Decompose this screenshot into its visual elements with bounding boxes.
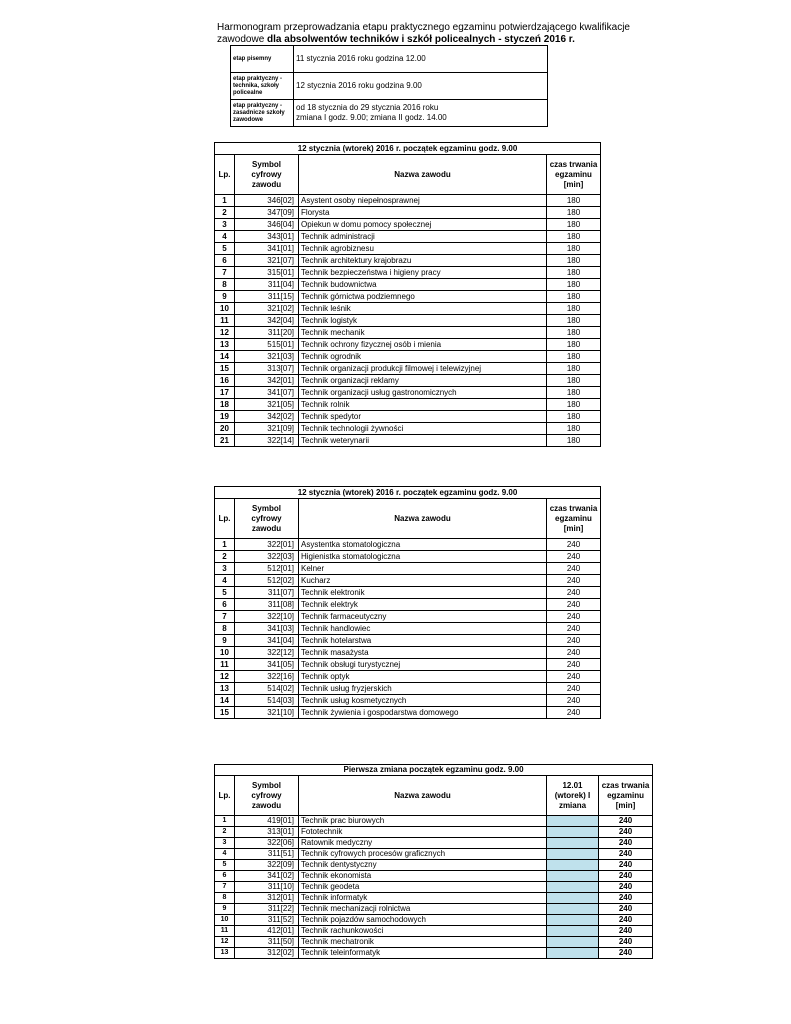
table-row [215,871,653,882]
row-lp: 13 [215,948,235,959]
table-row [215,231,601,243]
row-lp: 2 [215,551,235,563]
row-symbol: 311[08] [235,599,299,611]
row-lp: 3 [215,838,235,849]
row-duration: 240 [547,599,601,611]
row-duration: 180 [547,399,601,411]
row-symbol: 512[02] [235,575,299,587]
row-duration: 240 [599,882,653,893]
row-duration: 240 [599,838,653,849]
row-lp: 4 [215,231,235,243]
row-name: Technik ogrodnik [299,351,547,363]
row-duration: 180 [547,243,601,255]
row-symbol: 311[15] [235,291,299,303]
row-duration: 240 [547,623,601,635]
row-name: Kelner [299,563,547,575]
row-name: Technik ochrony fizycznej osób i mienia [299,339,547,351]
table-row [215,707,601,719]
table-row [215,623,601,635]
row-symbol: 311[50] [235,937,299,948]
row-name: Technik prac biurowych [299,816,547,827]
row-lp: 13 [215,339,235,351]
table-row [215,926,653,937]
row-symbol: 315[01] [235,267,299,279]
row-symbol: 341[05] [235,659,299,671]
table-row [215,849,653,860]
row-lp: 21 [215,435,235,447]
row-duration: 180 [547,375,601,387]
row-date-cell [547,827,599,838]
header-name: Nazwa zawodu [299,499,547,539]
row-name: Technik organizacji produkcji filmowej i telewizyjnej [299,363,547,375]
table3-caption: Pierwsza zmiana początek egzaminu godz. 9.00 [215,765,653,776]
row-lp: 1 [215,195,235,207]
table-row [215,893,653,904]
table-row [215,575,601,587]
row-lp: 9 [215,635,235,647]
row-duration: 180 [547,363,601,375]
row-symbol: 514[02] [235,683,299,695]
table-row [215,339,601,351]
row-symbol: 311[22] [235,904,299,915]
row-duration: 240 [599,871,653,882]
row-duration: 180 [547,351,601,363]
table1-caption: 12 stycznia (wtorek) 2016 r. początek egzaminu godz. 9.00 [215,143,601,155]
row-name: Asystent osoby niepełnosprawnej [299,195,547,207]
table-row [215,948,653,959]
row-duration: 240 [599,816,653,827]
row-duration: 180 [547,291,601,303]
row-symbol: 321[03] [235,351,299,363]
stage-label: etap praktyczny - technika, szkoły policealne [231,73,294,100]
row-name: Technik usług fryzjerskich [299,683,547,695]
table-row [215,315,601,327]
row-duration: 180 [547,267,601,279]
row-duration: 180 [547,339,601,351]
row-symbol: 322[06] [235,838,299,849]
row-lp: 9 [215,904,235,915]
row-symbol: 322[12] [235,647,299,659]
table-row [215,904,653,915]
row-duration: 240 [547,611,601,623]
row-name: Technik agrobiznesu [299,243,547,255]
row-duration: 180 [547,279,601,291]
row-date-cell [547,937,599,948]
row-name: Technik leśnik [299,303,547,315]
row-name: Technik weterynarii [299,435,547,447]
table-row [215,551,601,563]
row-symbol: 312[02] [235,948,299,959]
table-row [215,659,601,671]
row-symbol: 321[07] [235,255,299,267]
stage-value-line1: od 18 stycznia do 29 stycznia 2016 roku [296,103,439,112]
row-duration: 180 [547,255,601,267]
stage-row [231,73,548,100]
table-row [215,599,601,611]
row-symbol: 341[02] [235,871,299,882]
row-symbol: 321[05] [235,399,299,411]
row-name: Technik dentystyczny [299,860,547,871]
row-lp: 2 [215,827,235,838]
table-row [215,255,601,267]
table-row [215,243,601,255]
row-date-cell [547,915,599,926]
row-duration: 180 [547,231,601,243]
row-lp: 15 [215,707,235,719]
table-row [215,327,601,339]
row-symbol: 321[10] [235,707,299,719]
row-name: Technik technologii żywności [299,423,547,435]
row-date-cell [547,838,599,849]
exam-table-1 [214,142,601,447]
row-symbol: 313[07] [235,363,299,375]
header-symbol: Symbol cyfrowy zawodu [235,776,299,816]
table-row [215,671,601,683]
row-name: Technik optyk [299,671,547,683]
row-name: Technik logistyk [299,315,547,327]
row-symbol: 322[03] [235,551,299,563]
header-duration: czas trwania egzaminu [min] [547,499,601,539]
row-duration: 180 [547,195,601,207]
row-duration: 180 [547,435,601,447]
row-lp: 7 [215,267,235,279]
row-name: Technik organizacji usług gastronomicznych [299,387,547,399]
row-duration: 180 [547,207,601,219]
row-name: Technik bezpieczeństwa i higieny pracy [299,267,547,279]
row-duration: 180 [547,303,601,315]
table-row [215,816,653,827]
header-duration: czas trwania egzaminu [min] [599,776,653,816]
header-name: Nazwa zawodu [299,155,547,195]
row-symbol: 313[01] [235,827,299,838]
row-symbol: 419[01] [235,816,299,827]
row-name: Technik żywienia i gospodarstwa domowego [299,707,547,719]
row-name: Technik budownictwa [299,279,547,291]
table-row [215,563,601,575]
row-symbol: 322[10] [235,611,299,623]
row-duration: 240 [547,539,601,551]
row-name: Technik handlowiec [299,623,547,635]
row-date-cell [547,926,599,937]
row-lp: 3 [215,563,235,575]
row-symbol: 346[02] [235,195,299,207]
row-lp: 1 [215,816,235,827]
row-date-cell [547,882,599,893]
row-symbol: 343[01] [235,231,299,243]
row-duration: 240 [599,926,653,937]
row-symbol: 311[04] [235,279,299,291]
row-duration: 240 [599,893,653,904]
stage-value: 11 stycznia 2016 roku godzina 12.00 [294,46,548,73]
table-row [215,838,653,849]
row-name: Technik cyfrowych procesów graficznych [299,849,547,860]
row-lp: 8 [215,623,235,635]
table-row [215,219,601,231]
row-name: Technik organizacji reklamy [299,375,547,387]
row-symbol: 342[01] [235,375,299,387]
row-duration: 240 [599,915,653,926]
row-date-cell [547,860,599,871]
row-lp: 9 [215,291,235,303]
row-duration: 240 [547,659,601,671]
table-row [215,267,601,279]
row-duration: 240 [599,904,653,915]
table-row [215,399,601,411]
header-lp: Lp. [215,155,235,195]
row-name: Technik rolnik [299,399,547,411]
stage-value [294,100,548,127]
stage-label: etap praktyczny - zasadnicze szkoły zawodowe [231,100,294,127]
row-symbol: 312[01] [235,893,299,904]
row-name: Technik górnictwa podziemnego [299,291,547,303]
row-lp: 13 [215,683,235,695]
row-lp: 14 [215,351,235,363]
title-line2-bold: dla absolwentów techników i szkół policealnych - styczeń 2016 r. [267,34,575,45]
table-row [215,683,601,695]
row-duration: 180 [547,315,601,327]
row-symbol: 514[03] [235,695,299,707]
row-duration: 240 [547,695,601,707]
row-duration: 180 [547,387,601,399]
row-lp: 3 [215,219,235,231]
row-duration: 240 [547,587,601,599]
row-symbol: 341[04] [235,635,299,647]
header-lp: Lp. [215,499,235,539]
row-date-cell [547,849,599,860]
row-lp: 8 [215,279,235,291]
table-row [215,363,601,375]
row-name: Technik obsługi turystycznej [299,659,547,671]
table-row [215,647,601,659]
row-name: Technik hotelarstwa [299,635,547,647]
exam-table-3 [214,764,653,959]
row-symbol: 311[10] [235,882,299,893]
row-date-cell [547,893,599,904]
row-duration: 180 [547,327,601,339]
header-symbol: Symbol cyfrowy zawodu [235,155,299,195]
row-duration: 180 [547,219,601,231]
row-lp: 2 [215,207,235,219]
table-row [215,411,601,423]
row-duration: 240 [547,575,601,587]
row-symbol: 322[16] [235,671,299,683]
header-lp: Lp. [215,776,235,816]
table-row [215,635,601,647]
row-duration: 240 [547,551,601,563]
table-row [215,539,601,551]
row-lp: 6 [215,871,235,882]
row-symbol: 321[09] [235,423,299,435]
row-symbol: 515[01] [235,339,299,351]
row-lp: 1 [215,539,235,551]
row-lp: 17 [215,387,235,399]
row-lp: 18 [215,399,235,411]
table-row [215,587,601,599]
row-date-cell [547,904,599,915]
row-name: Opiekun w domu pomocy społecznej [299,219,547,231]
row-name: Technik mechanik [299,327,547,339]
row-name: Technik elektronik [299,587,547,599]
row-name: Technik informatyk [299,893,547,904]
table-row [215,827,653,838]
row-symbol: 341[01] [235,243,299,255]
row-duration: 240 [599,860,653,871]
document-title [217,22,637,46]
row-symbol: 322[14] [235,435,299,447]
row-duration: 240 [599,937,653,948]
row-name: Ratownik medyczny [299,838,547,849]
row-symbol: 412[01] [235,926,299,937]
row-lp: 12 [215,671,235,683]
row-lp: 11 [215,926,235,937]
table-row [215,915,653,926]
stage-row [231,100,548,127]
row-lp: 11 [215,315,235,327]
table-row [215,387,601,399]
row-name: Technik geodeta [299,882,547,893]
row-lp: 10 [215,303,235,315]
row-name: Technik spedytor [299,411,547,423]
row-lp: 12 [215,937,235,948]
row-name: Technik pojazdów samochodowych [299,915,547,926]
exam-table-2 [214,486,601,719]
stage-label: etap pisemny [231,46,294,73]
row-duration: 240 [547,647,601,659]
header-symbol: Symbol cyfrowy zawodu [235,499,299,539]
row-symbol: 346[04] [235,219,299,231]
row-lp: 16 [215,375,235,387]
row-name: Technik masażysta [299,647,547,659]
table-row [215,207,601,219]
row-lp: 7 [215,611,235,623]
row-lp: 8 [215,893,235,904]
row-duration: 240 [547,683,601,695]
table-row [215,351,601,363]
row-name: Technik rachunkowości [299,926,547,937]
row-symbol: 321[02] [235,303,299,315]
row-name: Technik administracji [299,231,547,243]
row-name: Technik mechanizacji rolnictwa [299,904,547,915]
row-date-cell [547,871,599,882]
row-date-cell [547,948,599,959]
row-lp: 15 [215,363,235,375]
row-name: Technik farmaceutyczny [299,611,547,623]
table-row [215,882,653,893]
row-symbol: 311[51] [235,849,299,860]
row-lp: 4 [215,575,235,587]
table-row [215,423,601,435]
title-line2: zawodowe [217,34,268,45]
row-lp: 4 [215,849,235,860]
row-lp: 11 [215,659,235,671]
row-duration: 180 [547,423,601,435]
row-symbol: 311[52] [235,915,299,926]
row-lp: 5 [215,587,235,599]
row-symbol: 347[09] [235,207,299,219]
row-symbol: 342[02] [235,411,299,423]
row-lp: 6 [215,599,235,611]
header-date: 12.01 (wtorek) I zmiana [547,776,599,816]
row-duration: 240 [547,707,601,719]
row-name: Technik ekonomista [299,871,547,882]
row-symbol: 322[09] [235,860,299,871]
row-symbol: 311[07] [235,587,299,599]
row-symbol: 322[01] [235,539,299,551]
row-duration: 180 [547,411,601,423]
row-name: Florysta [299,207,547,219]
row-name: Fototechnik [299,827,547,838]
row-name: Asystentka stomatologiczna [299,539,547,551]
row-lp: 10 [215,915,235,926]
row-lp: 10 [215,647,235,659]
row-name: Higienistka stomatologiczna [299,551,547,563]
row-name: Technik architektury krajobrazu [299,255,547,267]
row-symbol: 341[03] [235,623,299,635]
row-lp: 7 [215,882,235,893]
row-lp: 20 [215,423,235,435]
row-name: Technik teleinformatyk [299,948,547,959]
table-row [215,195,601,207]
row-lp: 12 [215,327,235,339]
stage-value: 12 stycznia 2016 roku godzina 9.00 [294,73,548,100]
row-lp: 5 [215,860,235,871]
table-row [215,375,601,387]
row-symbol: 311[20] [235,327,299,339]
title-line1: Harmonogram przeprowadzania etapu praktycznego egzaminu potwierdzającego kwalifikacje [217,22,630,33]
row-duration: 240 [547,563,601,575]
row-duration: 240 [599,948,653,959]
row-date-cell [547,816,599,827]
table-row [215,937,653,948]
row-duration: 240 [547,671,601,683]
row-lp: 5 [215,243,235,255]
stage-value-line2: zmiana I godz. 9.00; zmiana II godz. 14.00 [296,113,447,122]
stages-table [230,45,548,127]
table-row [215,860,653,871]
table-row [215,695,601,707]
table2-caption: 12 stycznia (wtorek) 2016 r. początek egzaminu godz. 9.00 [215,487,601,499]
table-row [215,435,601,447]
header-name: Nazwa zawodu [299,776,547,816]
row-duration: 240 [599,827,653,838]
table-row [215,611,601,623]
stage-row [231,46,548,73]
table-row [215,291,601,303]
row-lp: 14 [215,695,235,707]
row-lp: 19 [215,411,235,423]
row-duration: 240 [599,849,653,860]
row-symbol: 341[07] [235,387,299,399]
row-symbol: 512[01] [235,563,299,575]
row-name: Kucharz [299,575,547,587]
row-name: Technik mechatronik [299,937,547,948]
row-name: Technik elektryk [299,599,547,611]
row-name: Technik usług kosmetycznych [299,695,547,707]
row-duration: 240 [547,635,601,647]
row-symbol: 342[04] [235,315,299,327]
table-row [215,279,601,291]
table-row [215,303,601,315]
row-lp: 6 [215,255,235,267]
header-duration: czas trwania egzaminu [min] [547,155,601,195]
